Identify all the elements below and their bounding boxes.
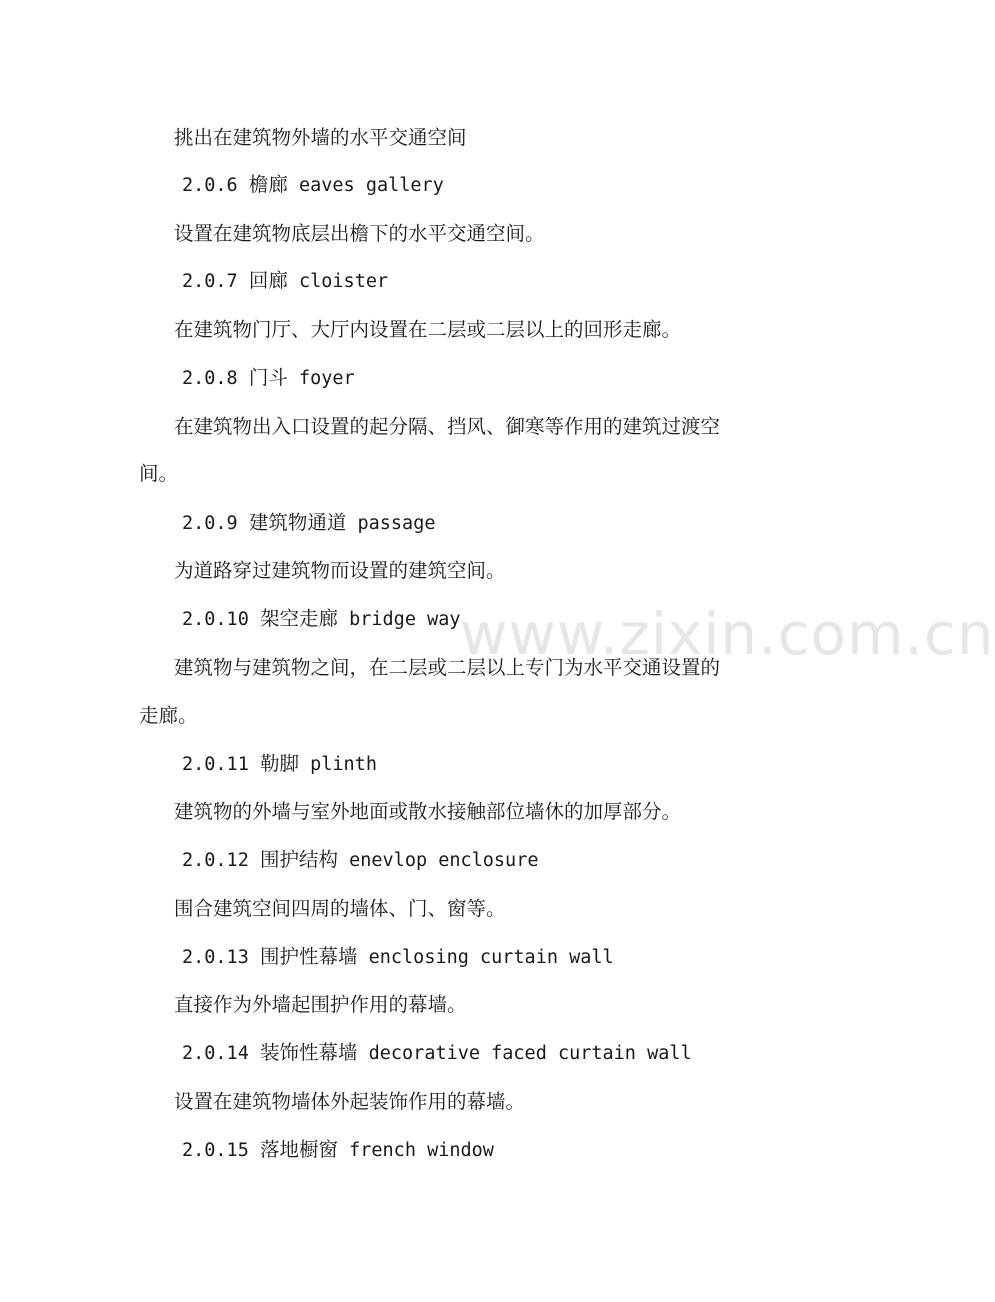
definition-text: 建筑物的外墙与室外地面或散水接触部位墙休的加厚部分。 xyxy=(174,800,682,823)
term-heading xyxy=(182,847,538,874)
term-chinese: 门斗 xyxy=(248,366,288,389)
term-heading xyxy=(182,1137,494,1164)
watermark: www.zixin.com.cn xyxy=(460,600,995,668)
definition-text: 直接作为外墙起围护作用的幕墙。 xyxy=(174,993,467,1016)
definition-text: 在建筑物出入口设置的起分隔、挡风、御寒等作用的建筑过渡空 xyxy=(174,415,721,438)
term-heading xyxy=(182,268,388,295)
term-chinese: 檐廊 xyxy=(248,173,288,196)
term-chinese: 勒脚 xyxy=(259,752,299,775)
term-number: 2.0.9 xyxy=(182,513,238,534)
term-english: enevlop enclosure xyxy=(349,850,539,871)
term-english: foyer xyxy=(299,368,355,389)
term-number: 2.0.13 xyxy=(182,947,249,968)
term-english: plinth xyxy=(310,754,377,775)
term-number: 2.0.14 xyxy=(182,1043,249,1064)
term-heading xyxy=(182,606,461,633)
term-number: 2.0.12 xyxy=(182,850,249,871)
term-chinese: 架空走廊 xyxy=(259,607,338,630)
term-number: 2.0.7 xyxy=(182,271,238,292)
term-number: 2.0.6 xyxy=(182,175,238,196)
term-english: decorative faced curtain wall xyxy=(368,1043,692,1064)
term-chinese: 落地橱窗 xyxy=(259,1138,338,1161)
definition-text: 设置在建筑物底层出檐下的水平交通空间。 xyxy=(174,222,545,245)
term-english: eaves gallery xyxy=(299,175,444,196)
term-chinese: 装饰性幕墙 xyxy=(259,1041,358,1064)
definition-text-continuation: 间。 xyxy=(139,462,179,485)
term-english: french window xyxy=(349,1140,494,1161)
term-heading xyxy=(182,1040,692,1067)
term-english: passage xyxy=(357,513,436,534)
term-chinese: 回廊 xyxy=(248,269,288,292)
term-number: 2.0.8 xyxy=(182,368,238,389)
definition-text-continuation: 走廊。 xyxy=(139,704,198,727)
definition-text: 在建筑物门厅、大厅内设置在二层或二层以上的回形走廊。 xyxy=(174,318,682,341)
term-chinese: 围护性幕墙 xyxy=(259,945,358,968)
term-chinese: 建筑物通道 xyxy=(248,511,347,534)
term-heading xyxy=(182,944,614,971)
term-chinese: 围护结构 xyxy=(259,848,338,871)
term-english: enclosing curtain wall xyxy=(368,947,614,968)
term-heading xyxy=(182,365,355,392)
term-number: 2.0.11 xyxy=(182,754,249,775)
term-number: 2.0.15 xyxy=(182,1140,249,1161)
term-english: bridge way xyxy=(349,609,461,630)
term-heading xyxy=(182,751,377,778)
definition-text: 挑出在建筑物外墙的水平交通空间 xyxy=(174,126,467,149)
definition-text: 围合建筑空间四周的墙体、门、窗等。 xyxy=(174,897,506,920)
term-heading xyxy=(182,510,435,537)
definition-text: 建筑物与建筑物之间，在二层或二层以上专门为水平交通设置的 xyxy=(174,656,721,679)
term-english: cloister xyxy=(299,271,389,292)
definition-text: 为道路穿过建筑物而设置的建筑空间。 xyxy=(174,559,506,582)
term-number: 2.0.10 xyxy=(182,609,249,630)
term-heading xyxy=(182,172,444,199)
definition-text: 设置在建筑物墙体外起装饰作用的幕墙。 xyxy=(174,1090,526,1113)
